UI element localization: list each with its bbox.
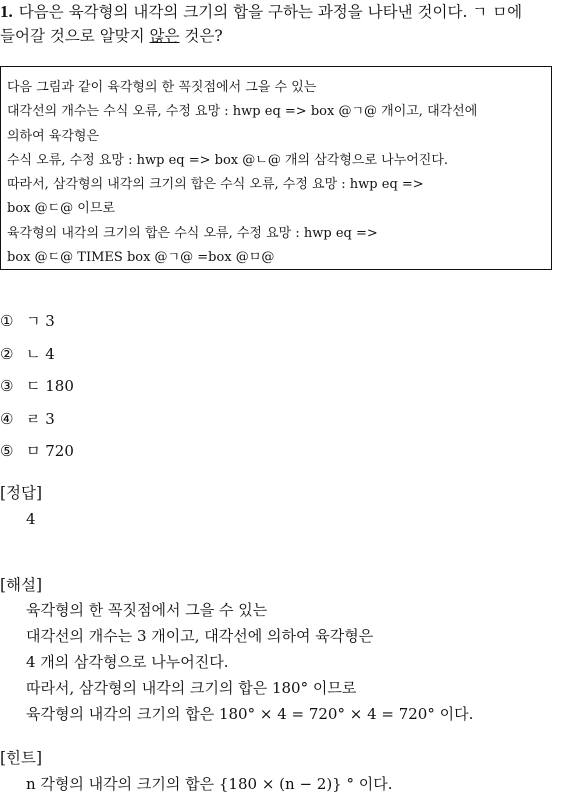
problem-box [0,66,552,270]
answer-value: 4 [26,510,36,528]
choice-number: ④ [0,409,14,428]
choice-text: ㄹ 3 [26,409,55,428]
answer-label: [정답] [0,484,43,502]
choice-text: ㄷ 180 [26,377,74,396]
explanation-line: 육각형의 내각의 크기의 합은 180° × 4 = 720° × 4 = 720° 이다. [26,705,474,723]
box-line: 수식 오류, 수정 요망 : hwp eq => box @ㄴ@ 개의 삼각형으로 나누어진다. [7,152,449,168]
choice-5[interactable] [0,435,74,468]
question-underlined-word: 않은 [149,27,180,45]
box-line: box @ㄷ@ 이므로 [7,201,115,217]
question-line-2 [0,24,560,48]
box-line: 의하여 육각형은 [7,128,100,144]
box-line: 따라서, 삼각형의 내각의 크기의 합은 수식 오류, 수정 요망 : hwp eq => [7,177,424,193]
question-text-1: 다음은 육각형의 내각의 크기의 합을 구하는 과정을 나타낸 것이다. ㄱ ㅁ에 [18,3,523,21]
choice-number: ② [0,344,14,363]
choice-3[interactable] [0,370,74,403]
hint-label: [힌트] [0,749,43,767]
hint-line: n 각형의 내각의 크기의 합은 {180 × (n − 2)} ° 이다. [26,775,393,793]
question-text-2a: 들어갈 것으로 알맞지 [0,27,150,45]
choice-number: ③ [0,377,14,396]
box-line: box @ㄷ@ TIMES box @ㄱ@ =box @ㅁ@ [7,250,275,266]
explanation-line: 4 개의 삼각형으로 나누어진다. [26,653,229,671]
choices-list [0,305,74,468]
box-line: 육각형의 내각의 크기의 합은 수식 오류, 수정 요망 : hwp eq => [7,225,378,241]
choice-text: ㄴ 4 [26,344,55,363]
explanation-line: 육각형의 한 꼭짓점에서 그을 수 있는 [26,601,268,619]
choice-1[interactable] [0,305,74,338]
choice-4[interactable] [0,403,74,436]
question-header [0,0,560,48]
choice-number: ⑤ [0,442,14,461]
explanation-line: 대각선의 개수는 3 개이고, 대각선에 의하여 육각형은 [26,627,374,645]
choice-number: ① [0,312,14,331]
box-line: 다음 그림과 같이 육각형의 한 꼭짓점에서 그을 수 있는 [7,80,317,95]
choice-2[interactable] [0,338,74,371]
explanation-label: [해설] [0,576,43,594]
choice-text: ㄱ 3 [26,312,55,331]
question-number: 1. [0,2,13,21]
explanation-line: 따라서, 삼각형의 내각의 크기의 합은 180° 이므로 [26,679,357,697]
hint-body [26,771,393,797]
question-text-2b: 것은? [179,27,223,45]
question-line-1 [0,0,560,24]
explanation-body [26,597,473,727]
choice-text: ㅁ 720 [26,442,74,461]
box-line: 대각선의 개수는 수식 오류, 수정 요망 : hwp eq => box @ㄱ@ 개이고, 대각선에 [7,104,478,120]
